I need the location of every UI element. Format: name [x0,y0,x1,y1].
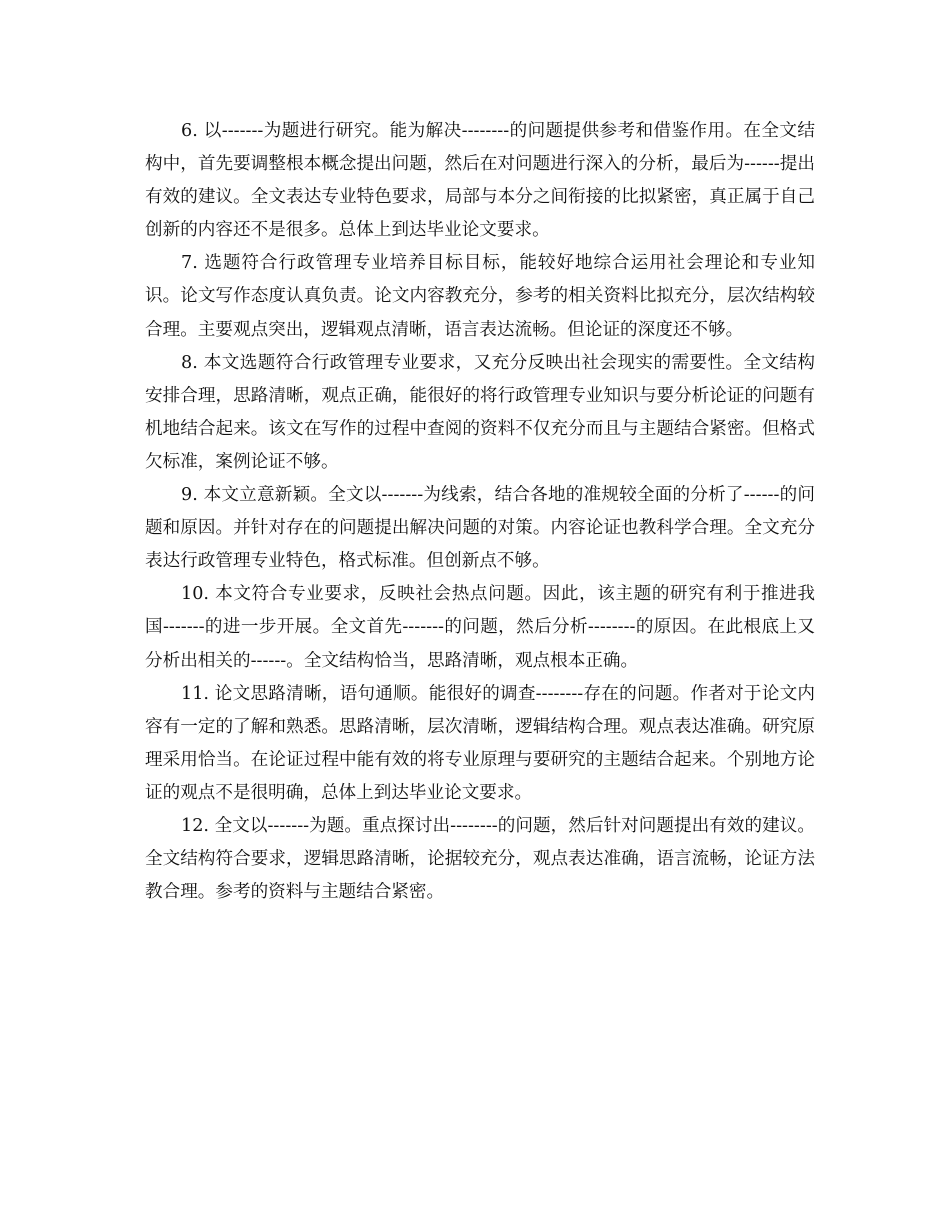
paragraph-6: 6. 以-------为题进行研究。能为解决--------的问题提供参考和借鉴作用。在全文结构中，首先要调整根本概念提出问题，然后在对问题进行深入的分析，最后为------提出有效的建议。全文表达专业特色要求，局部与本分之间衔接的比拟紧密，真正属于自己创新的内容还不是很多。总体上到达毕业论文要求。 [145,121,815,241]
paragraph-11: 11. 论文思路清晰，语句通顺。能很好的调查--------存在的问题。作者对于论文内容有一定的了解和熟悉。思路清晰，层次清晰，逻辑结构合理。观点表达准确。研究原理采用恰当。在论证过程中能有效的将专业原理与要研究的主题结合起来。个别地方论证的观点不是很明确，总体上到达毕业论文要求。 [145,683,815,803]
paragraph-10: 10. 本文符合专业要求，反映社会热点问题。因此，该主题的研究有利于推进我国-------的进一步开展。全文首先-------的问题，然后分析--------的原因。在此根底上又分析出相关的------。全文结构恰当，思路清晰，观点根本正确。 [145,584,815,671]
document-body [145,115,815,909]
paragraph-12: 12. 全文以-------为题。重点探讨出--------的问题，然后针对问题提出有效的建议。全文结构符合要求，逻辑思路清晰，论据较充分，观点表达准确，语言流畅，论证方法教合理。参考的资料与主题结合紧密。 [145,815,815,903]
paragraph-9: 9. 本文立意新颖。全文以-------为线索，结合各地的准规较全面的分析了------的问题和原因。并针对存在的问题提出解决问题的对策。内容论证也教科学合理。全文充分表达行政管理专业特色，格式标准。但创新点不够。 [145,485,815,572]
paragraph-7: 7. 选题符合行政管理专业培养目标目标，能较好地综合运用社会理论和专业知识。论文写作态度认真负责。论文内容教充分，参考的相关资料比拟充分，层次结构较合理。主要观点突出，逻辑观点清晰，语言表达流畅。但论证的深度还不够。 [145,253,815,340]
paragraph-8: 8. 本文选题符合行政管理专业要求，又充分反映出社会现实的需要性。全文结构安排合理，思路清晰，观点正确，能很好的将行政管理专业知识与要分析论证的问题有机地结合起来。该文在写作的过程中查阅的资料不仅充分而且与主题结合紧密。但格式欠标准，案例论证不够。 [145,352,815,472]
